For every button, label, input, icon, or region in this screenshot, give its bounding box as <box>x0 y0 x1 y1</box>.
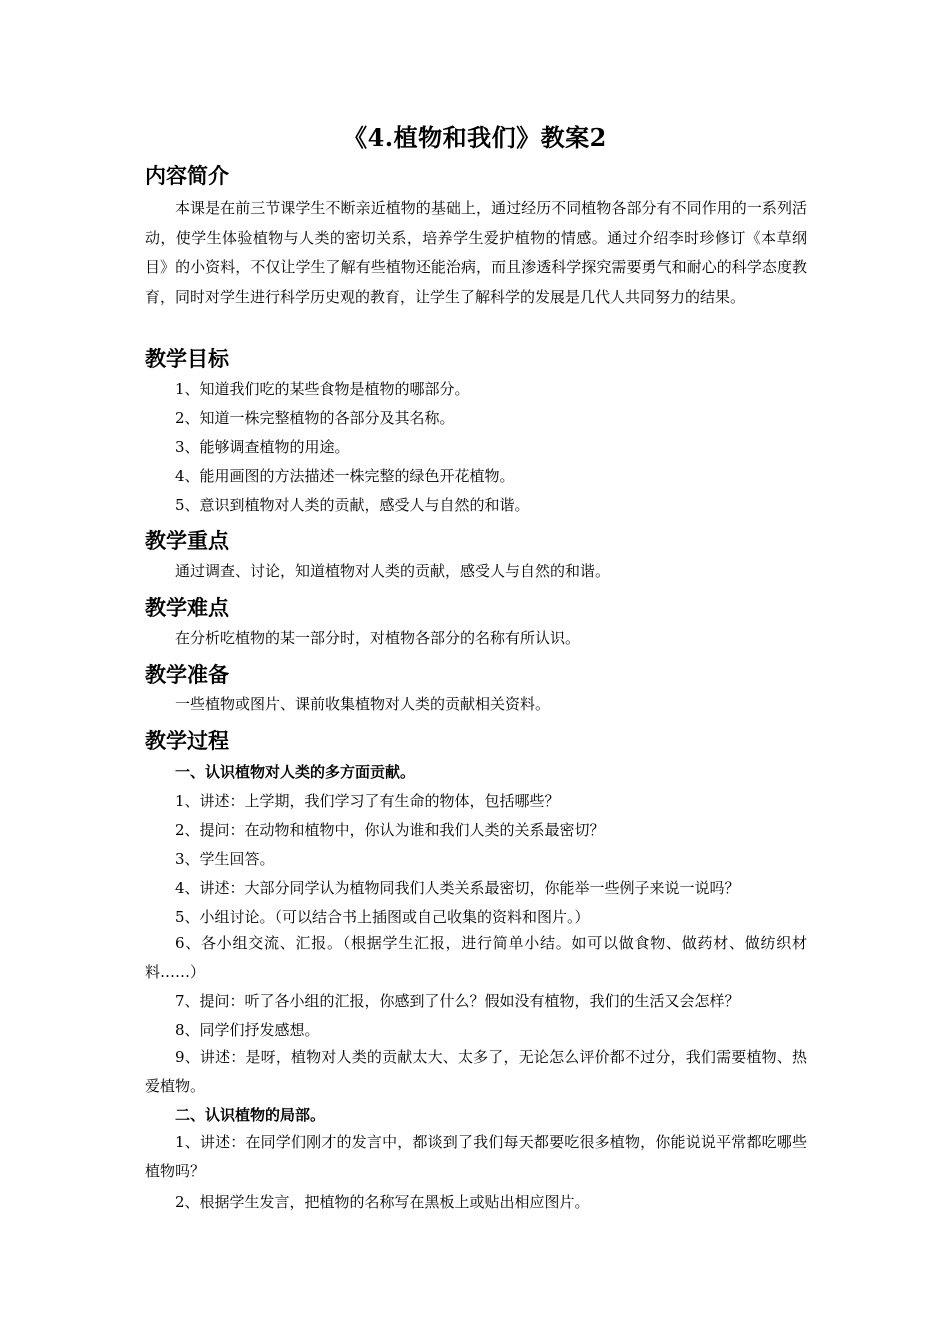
process-item: 4、讲述：大部分同学认为植物同我们人类关系最密切，你能举一些例子来说一说吗？ <box>175 879 740 897</box>
process-item: 2、根据学生发言，把植物的名称写在黑板上或贴出相应图片。 <box>175 1193 590 1211</box>
process-item: 3、学生回答。 <box>175 850 275 868</box>
difficulty-text: 在分析吃植物的某一部分时，对植物各部分的名称有所认识。 <box>175 629 581 647</box>
goal-item: 2、知道一株完整植物的各部分及其名称。 <box>175 409 455 427</box>
process-part1-title: 一、认识植物对人类的多方面贡献。 <box>175 763 416 781</box>
section-heading-key-point: 教学重点 <box>145 529 229 553</box>
section-heading-process: 教学过程 <box>145 729 229 753</box>
process-item: 1、讲述：上学期，我们学习了有生命的物体，包括哪些？ <box>175 792 560 810</box>
process-item: 7、提问：听了各小组的汇报，你感到了什么？假如没有植物，我们的生活又会怎样？ <box>175 992 740 1010</box>
process-item: 1、讲述：在同学们刚才的发言中，都谈到了我们每天都要吃很多植物，你能说说平常都吃哪些植物吗？ <box>145 1133 807 1180</box>
section-heading-difficulty: 教学难点 <box>145 596 229 620</box>
preparation-text: 一些植物或图片、课前收集植物对人类的贡献相关资料。 <box>175 695 551 713</box>
process-part2-title: 二、认识植物的局部。 <box>175 1106 326 1124</box>
process-item: 8、同学们抒发感想。 <box>175 1021 320 1039</box>
section-heading-preparation: 教学准备 <box>145 663 229 687</box>
document-title: 《4.植物和我们》教案2 <box>343 123 607 152</box>
intro-paragraph: 本课是在前三节课学生不断亲近植物的基础上，通过经历不同植物各部分有不同作用的一系列活动，使学生体验植物与人类的密切关系，培养学生爱护植物的情感。通过介绍李时珍修订《本草纲目》的小资料，不仅让学生了解有些植物还能治病，而且渗透科学探究需要勇气和耐心的科学态度教育，同时对学生进行科学历史观的教育，让学生了解科学的发展是几代人共同努力的结果。 <box>145 199 807 306</box>
goal-item: 5、意识到植物对人类的贡献，感受人与自然的和谐。 <box>175 496 530 514</box>
section-heading-goals: 教学目标 <box>145 347 229 371</box>
process-item: 6、各小组交流、汇报。（根据学生汇报，进行简单小结。如可以做食物、做药材、做纺织材料……） <box>145 934 807 981</box>
process-item: 2、提问：在动物和植物中，你认为谁和我们人类的关系最密切？ <box>175 821 605 839</box>
process-item: 9、讲述：是呀，植物对人类的贡献太大、太多了，无论怎么评价都不过分，我们需要植物、热爱植物。 <box>145 1048 807 1095</box>
goal-item: 3、能够调查植物的用途。 <box>175 438 350 456</box>
process-item: 5、小组讨论。（可以结合书上插图或自己收集的资料和图片。） <box>175 908 590 926</box>
key-point-text: 通过调查、讨论，知道植物对人类的贡献，感受人与自然的和谐。 <box>175 562 611 580</box>
goal-item: 1、知道我们吃的某些食物是植物的哪部分。 <box>175 380 470 398</box>
goal-item: 4、能用画图的方法描述一株完整的绿色开花植物。 <box>175 467 515 485</box>
section-heading-intro: 内容简介 <box>145 164 229 188</box>
